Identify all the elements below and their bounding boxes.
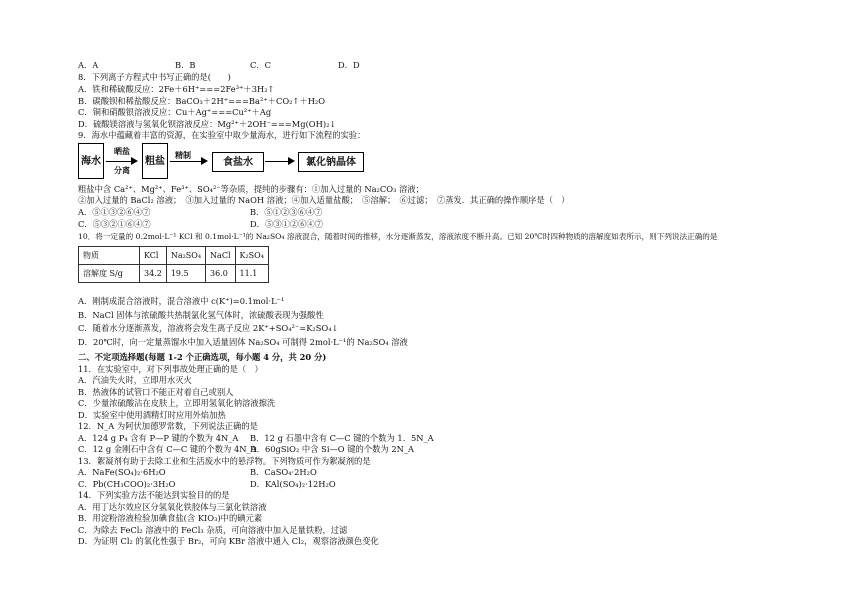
q8-option-b: B．碳酸钡和稀盐酸反应：BaCO₃＋2H⁺===Ba²⁺＋CO₂↑＋H₂O	[78, 96, 326, 106]
q8-option-a: A．铁和稀硫酸反应：2Fe＋6H⁺===2Fe³⁺＋3H₂↑	[78, 84, 275, 94]
q12-option-b: B．12 g 石墨中含有 C—C 键的个数为 1．5N_A	[250, 433, 434, 443]
q8-option-d: D．硫酸镁溶液与氢氧化钡溶液反应：Mg²⁺＋2OH⁻===Mg(OH)₂↓	[78, 119, 337, 129]
q14-option-d: D．为证明 Cl₂ 的氧化性强于 Br₂，可向 KBr 溶液中通入 Cl₂，观察溶液颜色变化	[78, 536, 379, 546]
q10-stem: 10．将一定量的 0.2mol·L⁻¹ KCl 和 0.1mol·L⁻¹的 Na₂SO₄ 溶液混合，随着时间的推移，水分逐渐蒸发，溶液浓度不断升高。已知 20℃时四种物质的溶解度如表所示，则下列说法正确的是	[78, 232, 718, 241]
flow-label-sun-salt: 晒盐	[114, 147, 130, 156]
q9-steps-line: ②加入过量的 BaCl₂ 溶液； ③加入过量的 NaOH 溶液；④加入适量盐酸； ⑤溶解； ⑥过滤； ⑦蒸发．其正确的操作顺序是（ ）	[78, 195, 570, 205]
q7-option-c: C．C	[250, 60, 271, 70]
table-header-cell: K₂SO₄	[235, 247, 268, 265]
table-cell: 36.0	[206, 265, 235, 283]
table-cell: 11.1	[235, 265, 268, 283]
q12-option-c: C．12 g 金刚石中含有 C—C 键的个数为 4N_A	[78, 444, 257, 454]
table-cell: 溶解度 S/g	[79, 265, 140, 283]
flow-box-crude-salt: 粗盐	[142, 143, 168, 179]
q14-option-a: A．用丁达尔效应区分氢氧化铁胶体与三氯化铁溶液	[78, 502, 267, 512]
q11-option-c: C．少量浓硫酸沾在皮肤上，立即用氢氧化钠溶液擦洗	[78, 398, 276, 408]
solubility-table	[78, 246, 269, 283]
q9-option-d: D．⑤③①②⑥④⑦	[250, 219, 324, 229]
q12-option-d: D．60gSiO₂ 中含 Si—O 键的个数为 2N_A	[250, 444, 415, 454]
q9-stem: 9．海水中蕴藏着丰富的资源，在实验室中取少量海水，进行如下流程的实验：	[78, 130, 366, 140]
q13-option-b: B．CaSO₄·2H₂O	[250, 467, 317, 477]
table-header-row	[79, 247, 269, 265]
table-row	[79, 265, 269, 283]
q10-option-a: A．刚制成混合溶液时，混合溶液中 c(K⁺)=0.1mol·L⁻¹	[78, 296, 285, 306]
q9-option-c: C．⑤③②①⑥④⑦	[78, 219, 151, 229]
q10-option-c: C．随着水分逐渐蒸发，溶液将会发生离子反应 2K⁺+SO₄²⁻=K₂SO₄↓	[78, 323, 339, 333]
q11-option-d: D．实验室中使用酒精灯时应用外焰加热	[78, 410, 226, 420]
q8-stem: 8．下列离子方程式中书写正确的是( )	[78, 72, 231, 82]
flow-label-separate: 分离	[114, 166, 130, 175]
q13-stem: 13．絮凝剂有助于去除工业和生活废水中的悬浮物。下列物质可作为絮凝剂的是	[78, 456, 371, 466]
q7-option-d: D．D	[338, 60, 360, 70]
table-header-cell: NaCl	[206, 247, 235, 265]
q13-option-a: A．NaFe(SO₄)₂·6H₂O	[78, 467, 166, 477]
flow-box-nacl-crystal: 氯化钠晶体	[298, 152, 364, 172]
q14-option-b: B．用淀粉溶液检验加碘食盐(含 KIO₃)中的碘元素	[78, 513, 263, 523]
q10-option-b: B．NaCl 固体与浓硫酸共热制氯化氢气体时，浓硫酸表现为强酸性	[78, 310, 324, 320]
q14-option-c: C．为除去 FeCl₂ 溶液中的 FeCl₃ 杂质，可向溶液中加入足量铁粉，过滤	[78, 525, 348, 535]
flow-arrow-1	[106, 161, 136, 162]
q12-option-a: A．124 g P₄ 含有 P—P 键的个数为 4N_A	[78, 433, 239, 443]
table-header-cell: 物质	[79, 247, 140, 265]
flow-arrow-2	[170, 161, 206, 162]
q7-option-a: A．A	[78, 60, 99, 70]
flow-arrow-3	[265, 161, 293, 162]
q7-option-b: B．B	[175, 60, 196, 70]
q10-option-d: D．20℃时，向一定量蒸馏水中加入适量固体 Na₂SO₄ 可制得 2mol·L⁻¹的 Na₂SO₄ 溶液	[78, 337, 408, 347]
table-cell: 34.2	[140, 265, 167, 283]
q14-stem: 14．下列实验方法不能达到实验目的的是	[78, 490, 230, 500]
q11-option-a: A．汽油失火时，立即用水灭火	[78, 375, 192, 385]
q11-stem: 11．在实验室中，对下列事故处理正确的是（ ）	[78, 364, 263, 374]
q9-option-a: A．⑤①③②⑥④⑦	[78, 207, 151, 217]
flow-box-seawater: 海水	[78, 143, 104, 179]
q12-stem: 12．N_A 为阿伏加德罗常数，下列说法正确的是	[78, 421, 258, 431]
q8-option-c: C．铜和硝酸银溶液反应：Cu＋Ag⁺===Cu²⁺＋Ag	[78, 107, 272, 117]
q11-option-b: B．热液体的试管口不能正对着自己或别人	[78, 387, 234, 397]
q13-option-d: D．KAl(SO₄)₂·12H₂O	[250, 479, 336, 489]
flow-box-brine: 食盐水	[212, 152, 264, 172]
q13-option-c: C．Pb(CH₃COO)₂·3H₂O	[78, 479, 176, 489]
q9-option-b: B．⑤①②③⑥④⑦	[250, 207, 323, 217]
section-heading: 二、不定项选择题(每题 1-2 个正确选项，每小题 4 分，共 20 分)	[78, 352, 327, 362]
table-header-cell: Na₂SO₄	[166, 247, 205, 265]
table-cell: 19.5	[166, 265, 205, 283]
flow-label-refine: 精制	[175, 151, 191, 160]
table-header-cell: KCl	[140, 247, 167, 265]
q9-impurities-line: 粗盐中含 Ca²⁺、Mg²⁺、Fe³⁺、SO₄²⁻等杂质，提纯的步骤有：①加入过量的 Na₂CO₃ 溶液；	[78, 184, 424, 194]
